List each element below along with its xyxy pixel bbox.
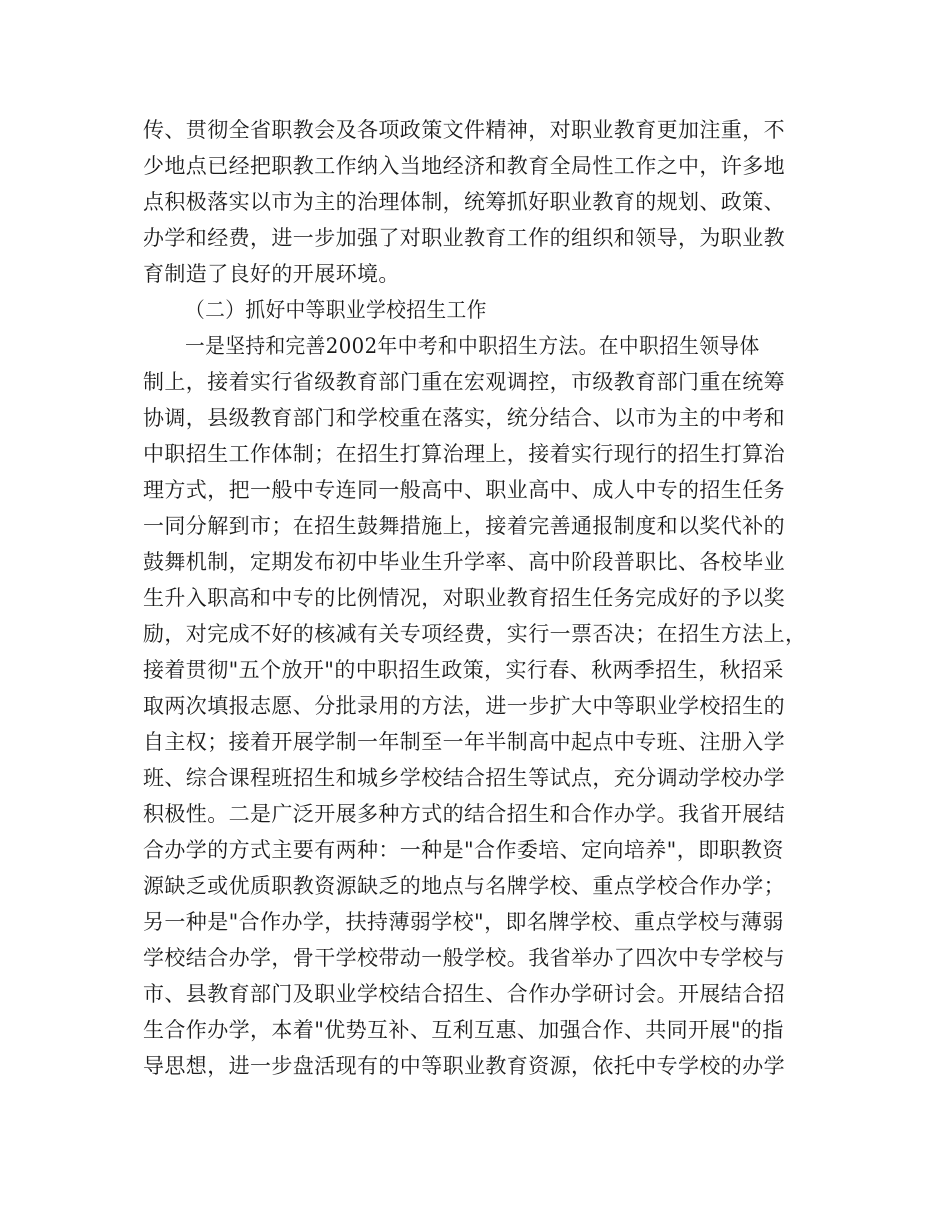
text-line-25: 市、县教育部门及职业学校结合招生、合作办学研讨会。开展结合招 bbox=[143, 982, 785, 1006]
text-line-27: 导思想，进一步盘活现有的中等职业教育资源，依托中专学校的办学 bbox=[143, 1054, 785, 1078]
text-line-18: 自主权；接着开展学制一年制至一年半制高中起点中专班、注册入学 bbox=[143, 730, 785, 754]
text-line-2: 少地点已经把职教工作纳入当地经济和教育全局性工作之中，许多地 bbox=[143, 154, 785, 178]
text-line-9: 协调，县级教育部门和学校重在落实，统分结合、以市为主的中考和 bbox=[143, 406, 785, 430]
text-line-16: 接着贯彻"五个放开"的中职招生政策，实行春、秋两季招生，秋招采 bbox=[143, 658, 784, 682]
text-line-7: 一是坚持和完善2002年中考和中职招生方法。在中职招生领导体 bbox=[185, 334, 760, 358]
text-line-17: 取两次填报志愿、分批录用的方法，进一步扩大中等职业学校招生的 bbox=[143, 694, 785, 718]
text-line-13: 鼓舞机制，定期发布初中毕业生升学率、高中阶段普职比、各校毕业 bbox=[143, 550, 785, 574]
text-line-14: 生升入职高和中专的比例情况，对职业教育招生任务完成好的予以奖 bbox=[143, 586, 785, 610]
text-line-12: 一同分解到市；在招生鼓舞措施上，接着完善通报制度和以奖代补的 bbox=[143, 514, 785, 538]
text-line-3: 点积极落实以市为主的治理体制，统筹抓好职业教育的规划、政策、 bbox=[143, 190, 785, 214]
text-line-8: 制上，接着实行省级教育部门重在宏观调控，市级教育部门重在统筹 bbox=[143, 370, 785, 394]
text-line-22: 源缺乏或优质职教资源缺乏的地点与名牌学校、重点学校合作办学； bbox=[143, 874, 785, 898]
text-line-23: 另一种是"合作办学，扶持薄弱学校"，即名牌学校、重点学校与薄弱 bbox=[143, 910, 784, 934]
text-line-19: 班、综合课程班招生和城乡学校结合招生等试点，充分调动学校办学 bbox=[143, 766, 785, 790]
text-line-21: 合办学的方式主要有两种：一种是"合作委培、定向培养"，即职教资 bbox=[143, 838, 784, 862]
text-line-15: 励，对完成不好的核减有关专项经费，实行一票否决；在招生方法上， bbox=[143, 622, 807, 646]
text-line-4: 办学和经费，进一步加强了对职业教育工作的组织和领导，为职业教 bbox=[143, 226, 785, 250]
text-line-10: 中职招生工作体制；在招生打算治理上，接着实行现行的招生打算治 bbox=[143, 442, 785, 466]
text-line-5: 育制造了良好的开展环境。 bbox=[143, 262, 400, 286]
text-line-20: 积极性。二是广泛开展多种方式的结合招生和合作办学。我省开展结 bbox=[143, 802, 785, 826]
section-heading: （二）抓好中等职业学校招生工作 bbox=[185, 298, 487, 322]
text-line-11: 理方式，把一般中专连同一般高中、职业高中、成人中专的招生任务 bbox=[143, 478, 785, 502]
text-line-1: 传、贯彻全省职教会及各项政策文件精神，对职业教育更加注重，不 bbox=[143, 118, 785, 142]
text-line-24: 学校结合办学，骨干学校带动一般学校。我省举办了四次中专学校与 bbox=[143, 946, 785, 970]
text-line-26: 生合作办学，本着"优势互补、互利互惠、加强合作、共同开展"的指 bbox=[143, 1018, 784, 1042]
